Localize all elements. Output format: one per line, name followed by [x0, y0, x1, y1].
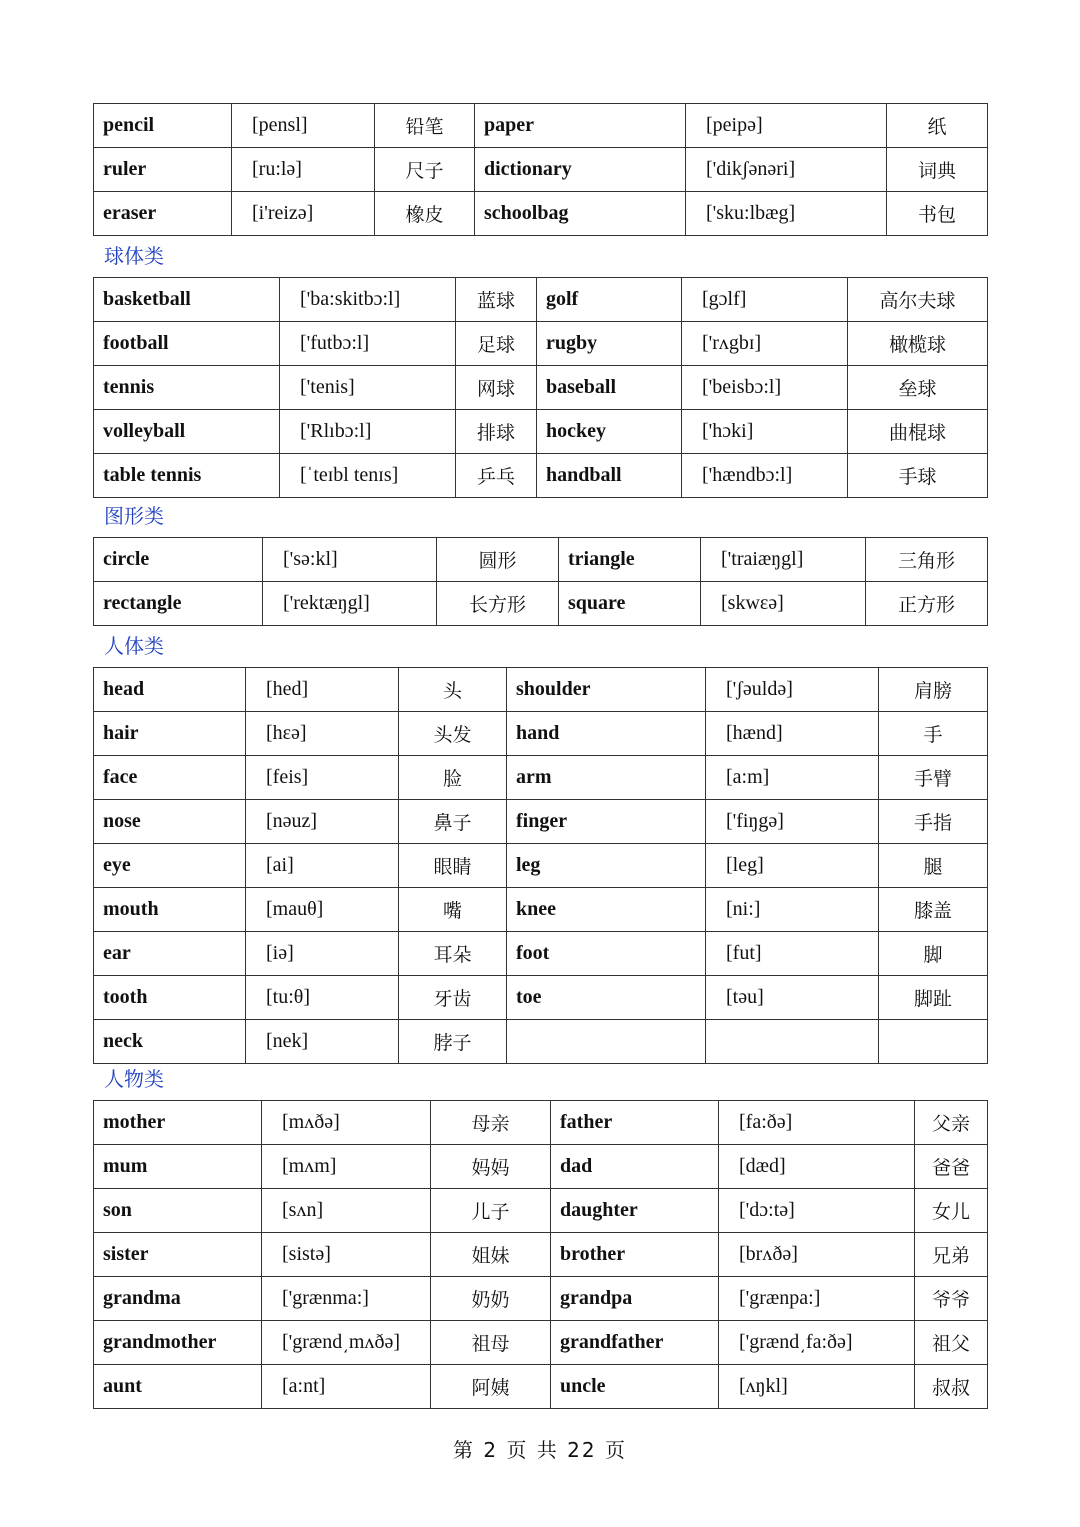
- phonetic-cell: [i'reizə]: [232, 192, 375, 236]
- word-cell: neck: [94, 1020, 246, 1064]
- word-cell: head: [94, 668, 246, 712]
- word-cell: grandmother: [94, 1321, 262, 1365]
- table-row: [94, 1277, 988, 1321]
- word-cell: ear: [94, 932, 246, 976]
- table-row: [94, 1020, 988, 1064]
- chinese-cell: 排球: [456, 410, 537, 454]
- phonetic-cell: [ʌŋkl]: [719, 1365, 915, 1409]
- phonetic-cell: [fa:ðə]: [719, 1101, 915, 1145]
- chinese-cell: 爷爷: [915, 1277, 988, 1321]
- table-row: [94, 1145, 988, 1189]
- word-cell: toe: [507, 976, 706, 1020]
- phonetic-cell: [brʌðə]: [719, 1233, 915, 1277]
- word-cell: [507, 1020, 706, 1064]
- stationery-table: [93, 103, 988, 236]
- phonetic-cell: [ˈteɪbl tenɪs]: [280, 454, 456, 498]
- table-row: [94, 888, 988, 932]
- chinese-cell: 祖父: [915, 1321, 988, 1365]
- word-cell: handball: [537, 454, 682, 498]
- phonetic-cell: [dæd]: [719, 1145, 915, 1189]
- phonetic-cell: [hed]: [246, 668, 399, 712]
- chinese-cell: 手臂: [879, 756, 988, 800]
- chinese-cell: 长方形: [437, 582, 559, 626]
- phonetic-cell: ['Rlıbɔ:l]: [280, 410, 456, 454]
- table-row: [94, 278, 988, 322]
- chinese-cell: 嘴: [399, 888, 507, 932]
- word-cell: face: [94, 756, 246, 800]
- table-row: [94, 1321, 988, 1365]
- section-heading-body: 人体类: [104, 634, 164, 658]
- word-cell: father: [551, 1101, 719, 1145]
- chinese-cell: 足球: [456, 322, 537, 366]
- phonetic-cell: [hænd]: [706, 712, 879, 756]
- word-cell: mother: [94, 1101, 262, 1145]
- phonetic-cell: [nəuz]: [246, 800, 399, 844]
- chinese-cell: 爸爸: [915, 1145, 988, 1189]
- chinese-cell: 姐妹: [431, 1233, 551, 1277]
- body-parts-table: [93, 667, 988, 1064]
- word-cell: pencil: [94, 104, 232, 148]
- phonetic-cell: [fut]: [706, 932, 879, 976]
- phonetic-cell: [ni:]: [706, 888, 879, 932]
- chinese-cell: 正方形: [866, 582, 988, 626]
- chinese-cell: 脸: [399, 756, 507, 800]
- chinese-cell: 曲棍球: [848, 410, 988, 454]
- word-cell: dictionary: [475, 148, 686, 192]
- chinese-cell: 乒乓: [456, 454, 537, 498]
- word-cell: hand: [507, 712, 706, 756]
- chinese-cell: 祖母: [431, 1321, 551, 1365]
- chinese-cell: 脚趾: [879, 976, 988, 1020]
- table-row: [94, 756, 988, 800]
- chinese-cell: 父亲: [915, 1101, 988, 1145]
- word-cell: eraser: [94, 192, 232, 236]
- word-cell: dad: [551, 1145, 719, 1189]
- table-row: [94, 800, 988, 844]
- table-row: [94, 1365, 988, 1409]
- chinese-cell: 母亲: [431, 1101, 551, 1145]
- word-cell: tennis: [94, 366, 280, 410]
- chinese-cell: 叔叔: [915, 1365, 988, 1409]
- phonetic-cell: [nek]: [246, 1020, 399, 1064]
- phonetic-cell: [gɔlf]: [682, 278, 848, 322]
- chinese-cell: 奶奶: [431, 1277, 551, 1321]
- phonetic-cell: ['dikʃənəri]: [686, 148, 887, 192]
- chinese-cell: 手: [879, 712, 988, 756]
- word-cell: finger: [507, 800, 706, 844]
- word-cell: brother: [551, 1233, 719, 1277]
- phonetic-cell: ['beisbɔ:l]: [682, 366, 848, 410]
- chinese-cell: 脚: [879, 932, 988, 976]
- phonetic-cell: ['fiŋgə]: [706, 800, 879, 844]
- chinese-cell: 阿姨: [431, 1365, 551, 1409]
- chinese-cell: 手指: [879, 800, 988, 844]
- chinese-cell: 牙齿: [399, 976, 507, 1020]
- people-table: [93, 1100, 988, 1409]
- word-cell: grandma: [94, 1277, 262, 1321]
- table-row: [94, 668, 988, 712]
- chinese-cell: 耳朵: [399, 932, 507, 976]
- chinese-cell: 高尔夫球: [848, 278, 988, 322]
- word-cell: aunt: [94, 1365, 262, 1409]
- table-row: [94, 1101, 988, 1145]
- table-row: [94, 712, 988, 756]
- table-row: [94, 366, 988, 410]
- chinese-cell: 膝盖: [879, 888, 988, 932]
- table-row: [94, 454, 988, 498]
- phonetic-cell: [iə]: [246, 932, 399, 976]
- phonetic-cell: ['traiæŋgl]: [701, 538, 866, 582]
- phonetic-cell: ['rʌgbɪ]: [682, 322, 848, 366]
- word-cell: hair: [94, 712, 246, 756]
- phonetic-cell: [skwɛə]: [701, 582, 866, 626]
- chinese-cell: 纸: [887, 104, 988, 148]
- word-cell: sister: [94, 1233, 262, 1277]
- table-row: [94, 844, 988, 888]
- table-row: [94, 1189, 988, 1233]
- word-cell: knee: [507, 888, 706, 932]
- chinese-cell: 妈妈: [431, 1145, 551, 1189]
- word-cell: ruler: [94, 148, 232, 192]
- phonetic-cell: ['ba:skitbɔ:l]: [280, 278, 456, 322]
- chinese-cell: 鼻子: [399, 800, 507, 844]
- phonetic-cell: [mauθ]: [246, 888, 399, 932]
- table-row: [94, 104, 988, 148]
- phonetic-cell: [təu]: [706, 976, 879, 1020]
- phonetic-cell: ['hændbɔ:l]: [682, 454, 848, 498]
- phonetic-cell: ['grænd͵mʌðə]: [262, 1321, 431, 1365]
- phonetic-cell: [leg]: [706, 844, 879, 888]
- phonetic-cell: ['dɔ:tə]: [719, 1189, 915, 1233]
- word-cell: foot: [507, 932, 706, 976]
- chinese-cell: 腿: [879, 844, 988, 888]
- chinese-cell: 尺子: [375, 148, 475, 192]
- word-cell: golf: [537, 278, 682, 322]
- table-row: [94, 192, 988, 236]
- word-cell: paper: [475, 104, 686, 148]
- word-cell: table tennis: [94, 454, 280, 498]
- page-footer: 第 2 页 共 22 页: [453, 1438, 627, 1462]
- table-row: [94, 148, 988, 192]
- chinese-cell: 脖子: [399, 1020, 507, 1064]
- chinese-cell: 女儿: [915, 1189, 988, 1233]
- phonetic-cell: ['grænpa:]: [719, 1277, 915, 1321]
- phonetic-cell: [mʌðə]: [262, 1101, 431, 1145]
- word-cell: daughter: [551, 1189, 719, 1233]
- phonetic-cell: ['grænd͵fa:ðə]: [719, 1321, 915, 1365]
- chinese-cell: 儿子: [431, 1189, 551, 1233]
- phonetic-cell: [ru:lə]: [232, 148, 375, 192]
- table-row: [94, 1233, 988, 1277]
- chinese-cell: 书包: [887, 192, 988, 236]
- word-cell: leg: [507, 844, 706, 888]
- phonetic-cell: [mʌm]: [262, 1145, 431, 1189]
- word-cell: football: [94, 322, 280, 366]
- chinese-cell: 头发: [399, 712, 507, 756]
- word-cell: grandfather: [551, 1321, 719, 1365]
- chinese-cell: 词典: [887, 148, 988, 192]
- chinese-cell: 三角形: [866, 538, 988, 582]
- table-row: [94, 322, 988, 366]
- phonetic-cell: [a:nt]: [262, 1365, 431, 1409]
- table-row: [94, 538, 988, 582]
- phonetic-cell: [tu:θ]: [246, 976, 399, 1020]
- chinese-cell: 橄榄球: [848, 322, 988, 366]
- word-cell: circle: [94, 538, 263, 582]
- word-cell: schoolbag: [475, 192, 686, 236]
- chinese-cell: 肩膀: [879, 668, 988, 712]
- word-cell: nose: [94, 800, 246, 844]
- balls-table: [93, 277, 988, 498]
- word-cell: uncle: [551, 1365, 719, 1409]
- chinese-cell: 圆形: [437, 538, 559, 582]
- word-cell: square: [559, 582, 701, 626]
- phonetic-cell: [ai]: [246, 844, 399, 888]
- section-heading-shapes: 图形类: [104, 504, 164, 528]
- table-row: [94, 582, 988, 626]
- phonetic-cell: [sistə]: [262, 1233, 431, 1277]
- chinese-cell: 网球: [456, 366, 537, 410]
- phonetic-cell: ['rektæŋgl]: [263, 582, 437, 626]
- chinese-cell: [879, 1020, 988, 1064]
- word-cell: mouth: [94, 888, 246, 932]
- word-cell: baseball: [537, 366, 682, 410]
- chinese-cell: 蓝球: [456, 278, 537, 322]
- section-heading-people: 人物类: [104, 1067, 164, 1091]
- phonetic-cell: ['futbɔ:l]: [280, 322, 456, 366]
- chinese-cell: 橡皮: [375, 192, 475, 236]
- word-cell: tooth: [94, 976, 246, 1020]
- shapes-table: [93, 537, 988, 626]
- phonetic-cell: [pensl]: [232, 104, 375, 148]
- word-cell: eye: [94, 844, 246, 888]
- chinese-cell: 手球: [848, 454, 988, 498]
- word-cell: grandpa: [551, 1277, 719, 1321]
- phonetic-cell: [peipə]: [686, 104, 887, 148]
- word-cell: arm: [507, 756, 706, 800]
- chinese-cell: 头: [399, 668, 507, 712]
- word-cell: shoulder: [507, 668, 706, 712]
- phonetic-cell: [hɛə]: [246, 712, 399, 756]
- word-cell: triangle: [559, 538, 701, 582]
- phonetic-cell: [feis]: [246, 756, 399, 800]
- word-cell: son: [94, 1189, 262, 1233]
- chinese-cell: 兄弟: [915, 1233, 988, 1277]
- phonetic-cell: ['grænma:]: [262, 1277, 431, 1321]
- word-cell: basketball: [94, 278, 280, 322]
- phonetic-cell: ['hɔki]: [682, 410, 848, 454]
- table-row: [94, 410, 988, 454]
- chinese-cell: 眼睛: [399, 844, 507, 888]
- word-cell: mum: [94, 1145, 262, 1189]
- word-cell: rectangle: [94, 582, 263, 626]
- phonetic-cell: [a:m]: [706, 756, 879, 800]
- phonetic-cell: [706, 1020, 879, 1064]
- table-row: [94, 932, 988, 976]
- chinese-cell: 铅笔: [375, 104, 475, 148]
- phonetic-cell: ['sku:lbæg]: [686, 192, 887, 236]
- chinese-cell: 垒球: [848, 366, 988, 410]
- phonetic-cell: ['sə:kl]: [263, 538, 437, 582]
- word-cell: rugby: [537, 322, 682, 366]
- phonetic-cell: ['tenis]: [280, 366, 456, 410]
- phonetic-cell: ['ʃəuldə]: [706, 668, 879, 712]
- word-cell: volleyball: [94, 410, 280, 454]
- table-row: [94, 976, 988, 1020]
- section-heading-balls: 球体类: [104, 244, 164, 268]
- word-cell: hockey: [537, 410, 682, 454]
- phonetic-cell: [sʌn]: [262, 1189, 431, 1233]
